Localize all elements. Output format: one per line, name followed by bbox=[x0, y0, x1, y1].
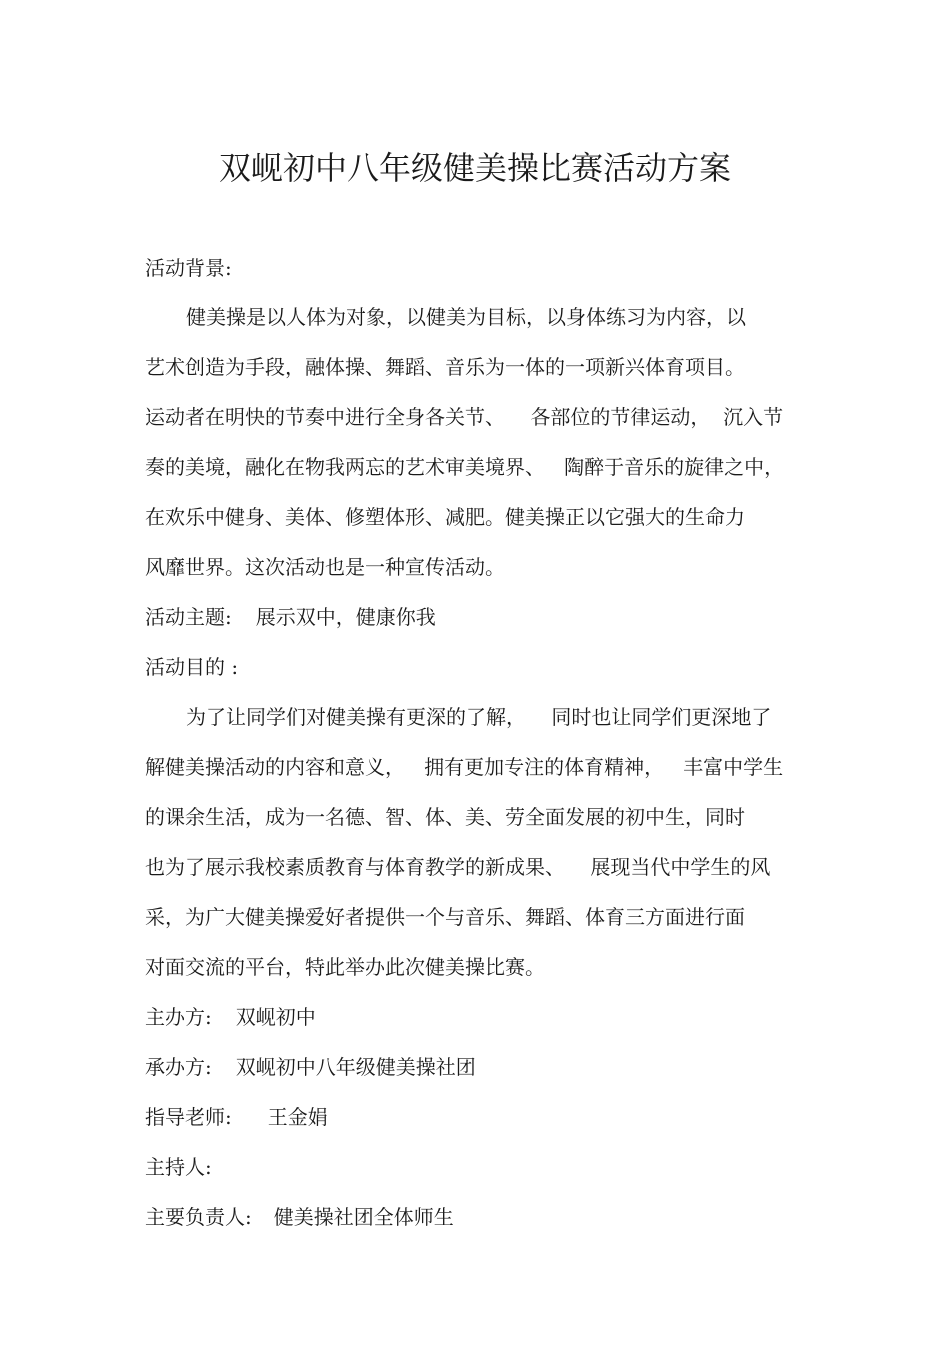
lead-label: 主要负责人: bbox=[145, 1205, 252, 1229]
advisor-label: 指导老师: bbox=[145, 1105, 232, 1129]
host-label: 承办方: bbox=[145, 1055, 212, 1079]
organizer-row bbox=[145, 1003, 316, 1031]
background-line-4: 奏的美境，融化在物我两忘的艺术审美境界、 陶醉于音乐的旋律之中， bbox=[145, 455, 785, 479]
lead-row bbox=[145, 1203, 454, 1231]
lead-value: 健美操社团全体师生 bbox=[273, 1205, 454, 1229]
theme-label: 活动主题: bbox=[145, 605, 232, 629]
theme-value: 展示双中，健康你我 bbox=[255, 605, 436, 629]
theme-row bbox=[145, 603, 436, 631]
purpose-line-3: 的课余生活，成为一名德、智、体、美、劳全面发展的初中生，同时 bbox=[145, 805, 745, 829]
host-value: 双岘初中八年级健美操社团 bbox=[235, 1055, 476, 1079]
background-line-3: 运动者在明快的节奏中进行全身各关节、 各部位的节律运动， 沉入节 bbox=[145, 405, 784, 429]
purpose-heading: 活动目的 : bbox=[145, 655, 239, 679]
host-row bbox=[145, 1053, 476, 1081]
background-line-5: 在欢乐中健身、美体、修塑体形、减肥。健美操正以它强大的生命力 bbox=[145, 505, 745, 529]
presenter-label: 主持人: bbox=[145, 1155, 212, 1179]
purpose-line-2: 解健美操活动的内容和意义， 拥有更加专注的体育精神， 丰富中学生 bbox=[145, 755, 784, 779]
organizer-label: 主办方: bbox=[145, 1005, 212, 1029]
purpose-line-6: 对面交流的平台，特此举办此次健美操比赛。 bbox=[145, 955, 545, 979]
purpose-line-1: 为了让同学们对健美操有更深的了解， 同时也让同学们更深地了 bbox=[186, 705, 772, 729]
document-title: 双岘初中八年级健美操比赛活动方案 bbox=[218, 149, 731, 187]
organizer-value: 双岘初中 bbox=[235, 1005, 316, 1029]
background-line-6: 风靡世界。这次活动也是一种宣传活动。 bbox=[145, 555, 505, 579]
advisor-row bbox=[145, 1103, 328, 1131]
background-heading: 活动背景: bbox=[145, 256, 232, 280]
purpose-line-5: 采，为广大健美操爱好者提供一个与音乐、舞蹈、体育三方面进行面 bbox=[145, 905, 745, 929]
background-line-2: 艺术创造为手段，融体操、舞蹈、音乐为一体的一项新兴体育项目。 bbox=[145, 355, 745, 379]
advisor-value: 王金娟 bbox=[267, 1105, 328, 1129]
presenter-row bbox=[145, 1153, 212, 1181]
purpose-line-4: 也为了展示我校素质教育与体育教学的新成果、 展现当代中学生的风 bbox=[145, 855, 771, 879]
background-line-1: 健美操是以人体为对象，以健美为目标，以身体练习为内容，以 bbox=[186, 305, 746, 329]
